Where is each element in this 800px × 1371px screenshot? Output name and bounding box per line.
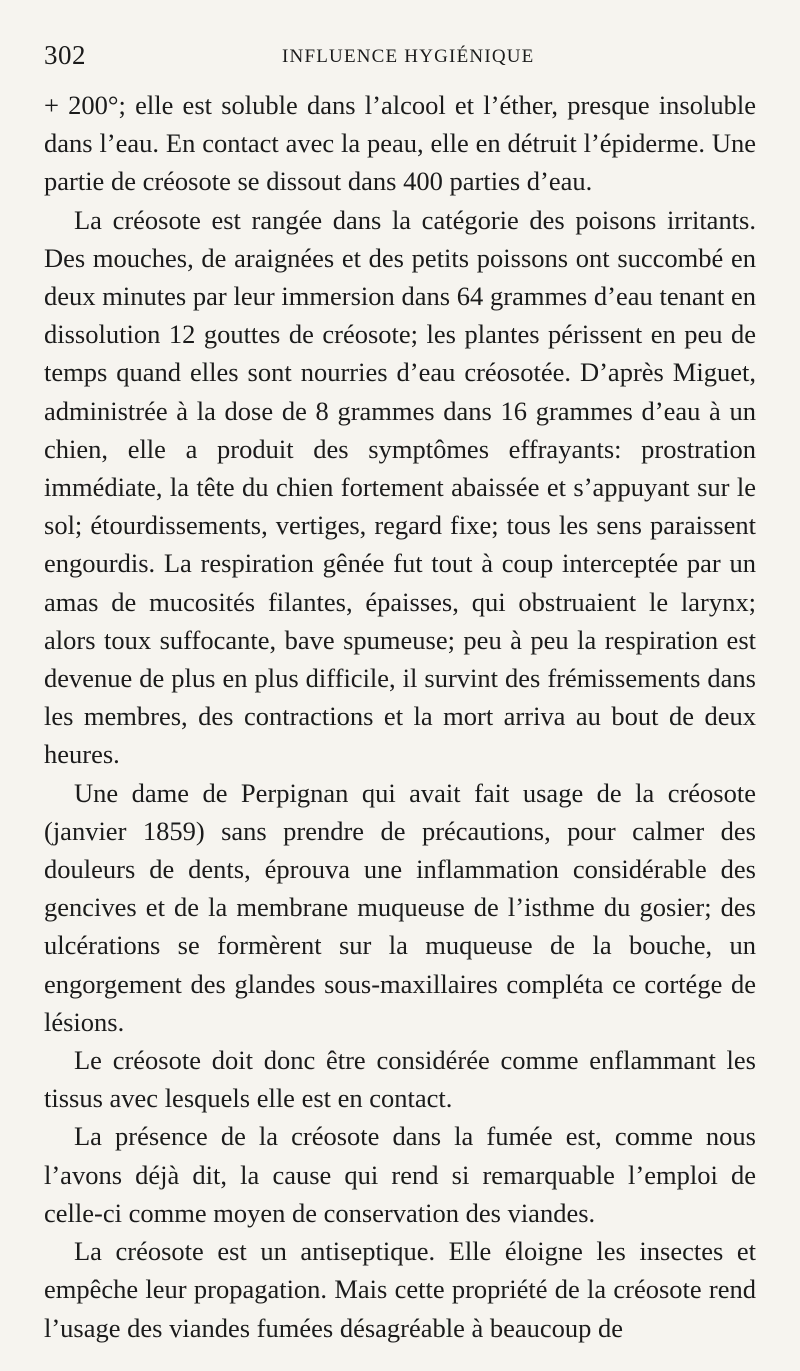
paragraph: + 200°; elle est soluble dans l’alcool et l’éther, presque insoluble dans l’eau. En contact avec la peau, elle en détruit l’épiderme. Une partie de créosote se dissout dans 400 parties d’eau. <box>44 90 756 197</box>
paragraph: Le créosote doit donc être considérée comme enflammant les tissus avec lesquels elle est en contact. <box>44 1045 756 1114</box>
page-number: 302 <box>44 40 86 70</box>
body-text <box>44 86 756 1347</box>
paragraph: Une dame de Perpignan qui avait fait usage de la créosote (janvier 1859) sans prendre de précautions, pour calmer des douleurs de dents, éprouva une inflammation considérable des gencives et de la membrane muqueuse de l’isthme du gosier; des ulcérations se formèrent sur la muqueuse de la bouche, un engorgement des glandes sous-maxillaires compléta ce cortége de lésions. <box>44 777 756 1037</box>
running-head: INFLUENCE HYGIÉNIQUE <box>282 46 535 67</box>
paragraph: La présence de la créosote dans la fumée est, comme nous l’avons déjà dit, la cause qui rend si remarquable l’emploi de celle-ci comme moyen de conservation des viandes. <box>44 1121 756 1228</box>
paragraph: La créosote est rangée dans la catégorie des poisons irritants. Des mouches, de araignées et des petits poissons ont succombé en deux minutes par leur immersion dans 64 grammes d’eau tenant en dissolution 12 gouttes de créosote; les plantes périssent en peu de temps quand elles sont nourries d’eau créosotée. D’après Miguet, administrée à la dose de 8 grammes dans 16 grammes d’eau à un chien, elle a produit des symptômes effrayants: prostration immédiate, la tête du chien fortement abaissée et s’appuyant sur le sol; étourdissements, vertiges, regard fixe; tous les sens paraissent engourdis. La respiration gênée fut tout à coup interceptée par un amas de mucosités filantes, épaisses, qui obstruaient le larynx; alors toux suffocante, bave spumeuse; peu à peu la respiration est devenue de plus en plus difficile, il survint des frémissements dans les membres, des contractions et la mort arriva au bout de deux heures. <box>44 204 756 770</box>
page-header <box>44 36 756 84</box>
paragraph: La créosote est un antiseptique. Elle éloigne les insectes et empêche leur propagation. Mais cette propriété de la créosote rend l’usage des viandes fumées désagréable à beaucoup de <box>44 1236 756 1343</box>
